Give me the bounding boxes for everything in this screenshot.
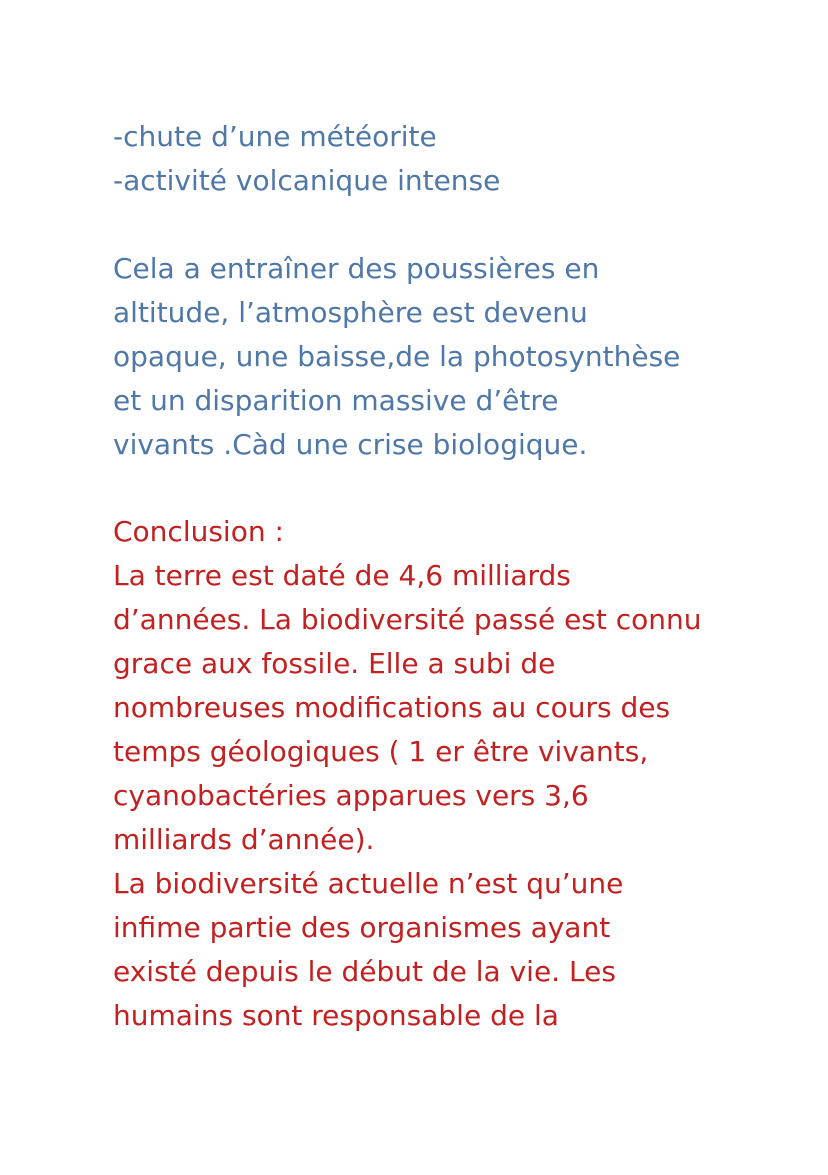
conclusion-line: nombreuses modifications au cours des xyxy=(113,691,671,724)
conclusion-line: milliards d’année). xyxy=(113,823,375,856)
conclusion-line: grace aux fossile. Elle a subi de xyxy=(113,647,556,680)
paragraph-line: opaque, une baisse,de la photosynthèse xyxy=(113,340,681,373)
conclusion-line: La biodiversité actuelle n’est qu’une xyxy=(113,867,624,900)
conclusion-section xyxy=(113,510,803,1038)
paragraph-line: altitude, l’atmosphère est devenu xyxy=(113,296,588,329)
conclusion-line: cyanobactéries apparues vers 3,6 xyxy=(113,779,589,812)
conclusion-line: temps géologiques ( 1 er être vivants, xyxy=(113,735,649,768)
causes-list xyxy=(113,115,803,203)
conclusion-line: existé depuis le début de la vie. Les xyxy=(113,955,616,988)
cause-item: -chute d’une météorite xyxy=(113,120,437,153)
conclusion-line: La terre est daté de 4,6 milliards xyxy=(113,559,571,592)
paragraph-line: Cela a entraîner des poussières en xyxy=(113,252,600,285)
conclusion-line: humains sont responsable de la xyxy=(113,999,559,1032)
cause-item: -activité volcanique intense xyxy=(113,164,501,197)
consequences-paragraph xyxy=(113,247,803,467)
paragraph-line: et un disparition massive d’être xyxy=(113,384,559,417)
conclusion-line: infime partie des organismes ayant xyxy=(113,911,611,944)
conclusion-heading: Conclusion : xyxy=(113,515,284,548)
paragraph-line: vivants .Càd une crise biologique. xyxy=(113,428,588,461)
conclusion-line: d’années. La biodiversité passé est connu xyxy=(113,603,702,636)
